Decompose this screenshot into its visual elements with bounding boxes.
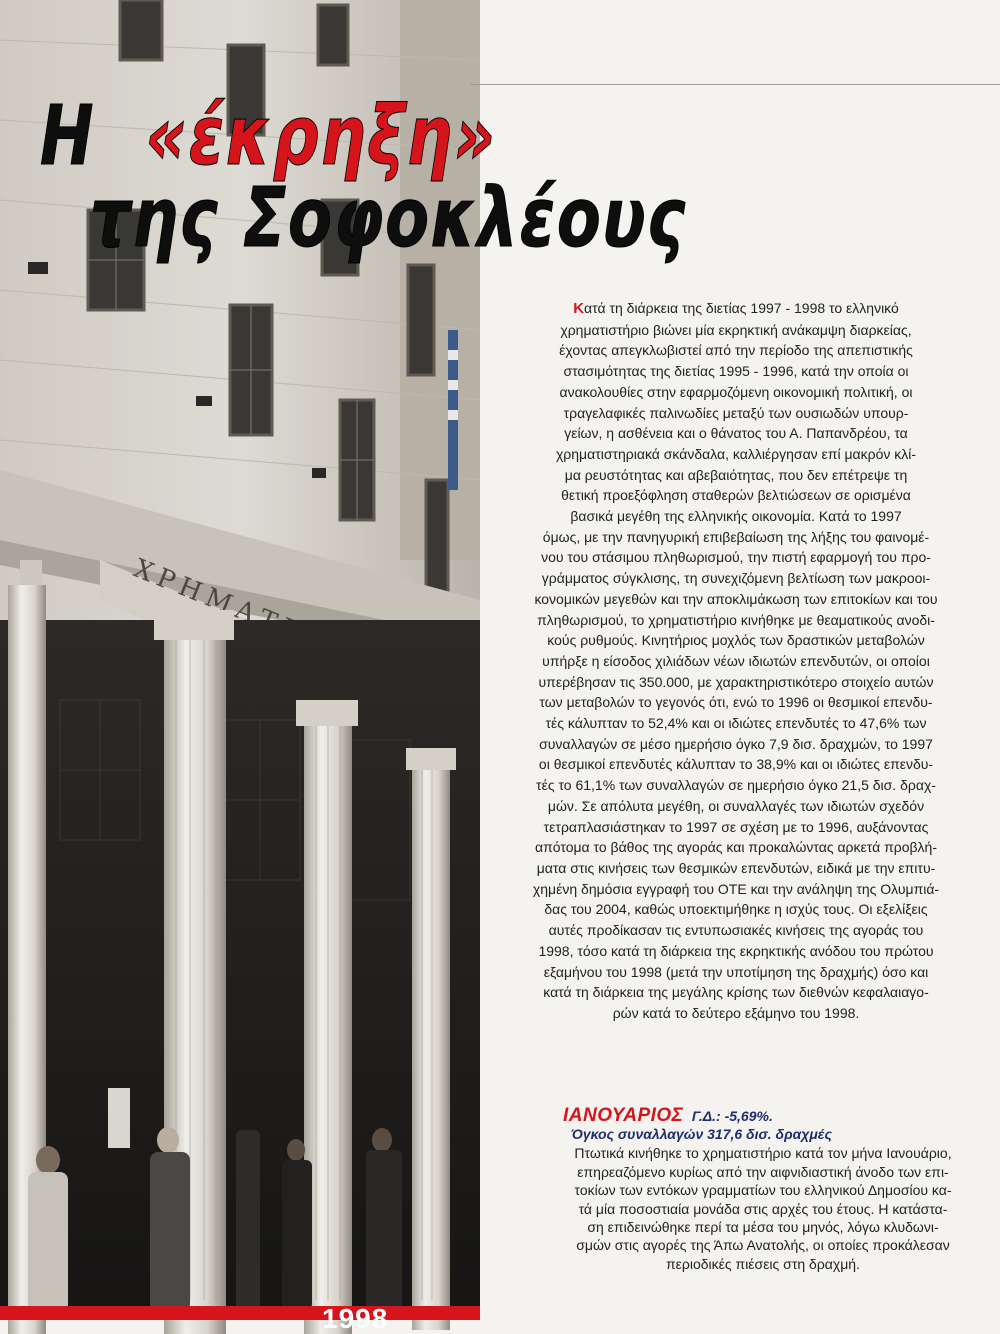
article-line: θετική προεξόφληση σταθερών βελτιώσεων σε ορισμένα [561, 487, 911, 504]
article-line: όμως, με την πανηγυρική επιβεβαίωση της λήξης του φαινομέ- [542, 528, 930, 545]
article-line: συναλλαγών σε μέσο ημερήσιο όγκο 7,9 δισ. δραχμών, το 1997 [539, 735, 933, 752]
article-line: ματα στις κινήσεις των θεσμικών επενδυτών, ειδικά με την επιτυ- [536, 859, 936, 876]
january-section [563, 1106, 963, 1273]
article-line: αυτές προδίκασαν τις εντυπωσιακές κινήσεις της αγοράς του [548, 922, 924, 939]
january-line: τά μία ποσοστιαία μονάδα στις αρχές του έτους. Η κατάστα- [578, 1200, 948, 1217]
top-rule [470, 84, 1000, 85]
article-line: εξαμήνου του 1998 (μετά την υποτίμηση της δραχμής) όσο και [543, 963, 929, 980]
article-line: χρηματιστήριο βιώνει μία εκρηκτική ανάκαμψη διαρκείας, [560, 321, 912, 338]
article-line: 1998, τόσο κατά τη διάρκεια της εκρηκτικής ανόδου του πρώτου [538, 942, 934, 959]
article-line: Κατά τη διάρκεια της διετίας 1997 - 1998 το ελληνικό [573, 300, 899, 317]
article-line: τές κάλυπταν το 52,4% και οι ιδιώτες επενδυτές το 47,6% των [545, 715, 927, 732]
article-line: έχοντας απεγκλωβιστεί από την περίοδο της απεπιστικής [559, 342, 913, 359]
headline-line-1 [40, 89, 497, 184]
article-line: χημένη δημόσια εγγραφή του ΟΤΕ και την ανάληψη της Ολυμπιά- [532, 880, 940, 897]
january-line: σμών στις αγορές της Άπω Ανατολής, οι οποίες προκάλεσαν [576, 1237, 950, 1254]
headline-quoted-word: «έκρηξη» [145, 89, 497, 184]
january-body [563, 1144, 963, 1273]
article-line: ρών κατά το δεύτερο εξάμηνο του 1998. [612, 1004, 860, 1021]
article-line: γείων, η ασθένεια και ο θάνατος του Α. Παπανδρέου, τα [564, 425, 908, 442]
january-index-change: Γ.Δ.: -5,69%. [691, 1108, 773, 1124]
dropcap: Κ [573, 300, 585, 317]
article-line: βασικά μεγέθη της ελληνικής οικονομία. Κατά το 1997 [570, 508, 902, 525]
headline-prefix: Η [40, 89, 96, 184]
article-line: μών. Σε απόλυτα μεγέθη, οι συναλλαγές των ιδιωτών σχεδόν [547, 797, 925, 814]
article-line: πληθωρισμού, το χρηματιστήριο κινήθηκε με θεαματικούς ανοδι- [537, 611, 935, 628]
january-line: τοκίων των εντόκων γραμματίων του ελληνικού Δημοσίου κα- [574, 1182, 952, 1199]
article-body [520, 298, 952, 1024]
article-line: μα ρευστότητας και αβεβαιότητας, που δεν επέτρεψε τη [564, 466, 908, 483]
headline [40, 89, 960, 266]
january-line: περιοδικές πιέσεις στη δραχμή. [666, 1255, 860, 1272]
article-line: χρηματιστηριακά σκάνδαλα, καλλιέργησαν επί μακρόν κλί- [555, 445, 917, 462]
article-line: οι θεσμικοί επενδυτές κάλυπταν το 38,9% και οι ιδιώτες επενδυ- [538, 756, 934, 773]
year-label: 1998 [322, 1303, 389, 1334]
article-line: γράμματος σύγκλισης, τη συνεχιζόμενη βελτίωση των μακροοι- [541, 570, 931, 587]
article-line: κούς ρυθμούς. Κινητήριος μοχλός των δραστικών μεταβολών [547, 632, 925, 649]
article-line: ανακολουθίες στην εφαρμοζόμενη οικονομική πολιτική, οι [559, 383, 913, 400]
headline-line-2: της Σοφοκλέους [90, 171, 687, 266]
article-line: κονομικών μεγεθών και την αποκλιμάκωση των επιτοκίων και του [534, 590, 938, 607]
january-trading-volume: Όγκος συναλλαγών 317,6 δισ. δραχμές [571, 1125, 832, 1142]
article-line: υπήρξε η είσοδος χιλιάδων νέων ιδιωτών επενδυτών, οι οποίοι [542, 652, 930, 669]
article-line: νου του στάσιμου πληθωρισμού, την πιστή εφαρμογή του προ- [541, 549, 931, 566]
article-line: τετραπλασιάστηκαν το 1997 σε σχέση με το 1996, αυξάνοντας [543, 818, 929, 835]
article-line: των μεταβολών το γεγονός ότι, ενώ το 1996 οι θεσμικοί επενδυ- [539, 694, 933, 711]
january-line: ση επιδεινώθηκε περί τα μέσα του μηνός, λόγω κλυδωνι- [587, 1218, 939, 1235]
january-line: επηρεαζόμενο κυρίως από την αιφνιδιαστική άνοδο των επι- [577, 1163, 949, 1180]
january-line: Πτωτικά κινήθηκε το χρηματιστήριο κατά τον μήνα Ιανουάριο, [574, 1145, 952, 1162]
article-line: τραγελαφικές παλινωδίες μεταξύ των ουσιωδών υπουρ- [563, 404, 909, 421]
january-month-label: ΙΑΝΟΥΑΡΙΟΣ [563, 1105, 684, 1126]
january-heading [563, 1106, 963, 1142]
article-line: υπερέβησαν τις 350.000, με χαρακτηριστικότερο στοιχείο αυτών [538, 673, 934, 690]
article-line: στασιμότητας της διετίας 1995 - 1996, κατά την οποία οι [563, 363, 909, 380]
article-line: απότομα το βάθος της αγοράς και προκαλώντας αρκετά προβλή- [535, 839, 937, 856]
article-line: δας του 2004, καθώς υποεκτιμήθηκε η ισχύς τους. Οι εξελίξεις [544, 901, 928, 918]
article-line: τές το 61,1% των συναλλαγών σε ημερήσιο όγκο 21,5 δισ. δραχ- [536, 777, 936, 794]
article-line: κατά τη διάρκεια της μεγάλης κρίσης των διεθνών κεφαλαιαγο- [543, 984, 929, 1001]
